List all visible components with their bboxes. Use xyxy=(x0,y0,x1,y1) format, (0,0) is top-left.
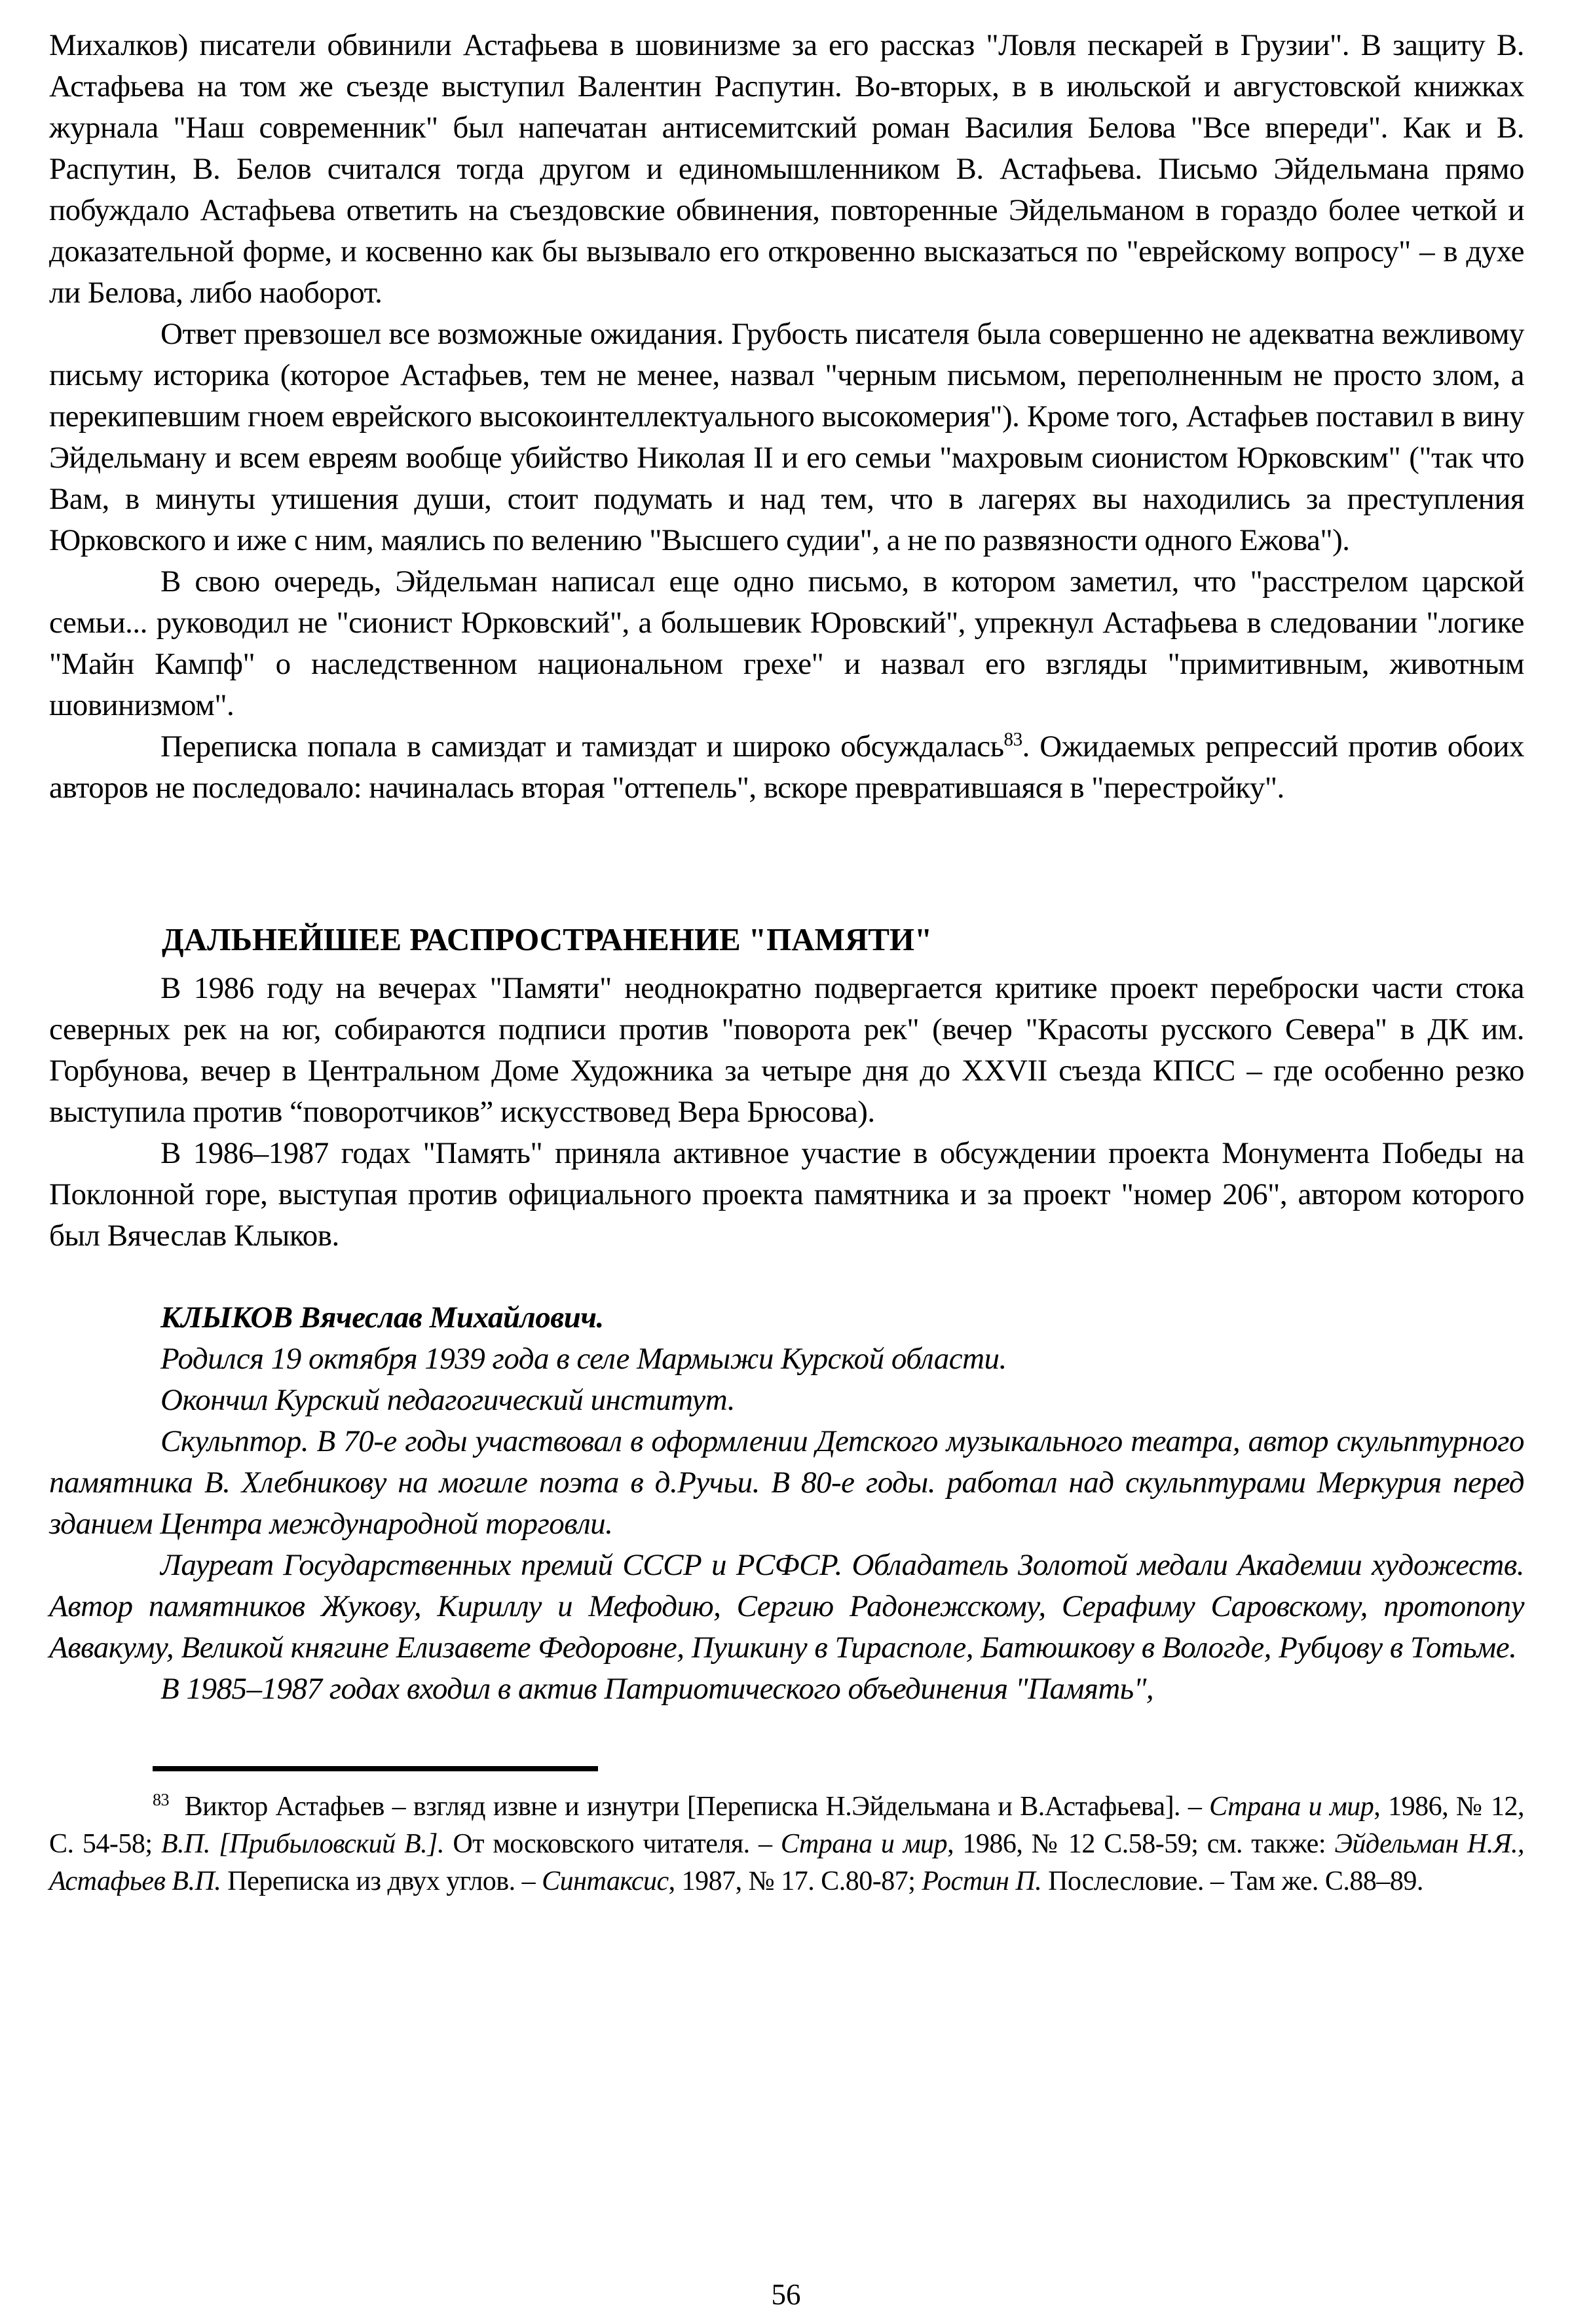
document-body xyxy=(49,25,1524,1900)
text-run: Послесловие. – Там же. С.88–89. xyxy=(1041,1866,1423,1896)
text-run: , 1986, № 12 С.58-59; см. также: xyxy=(947,1829,1335,1859)
text-run: Страна и мир xyxy=(1209,1792,1374,1822)
text-run: От московского читателя. – xyxy=(444,1829,781,1859)
footnote xyxy=(49,1766,1524,1900)
paragraph: Ответ превзошел все возможные ожидания. Грубость писателя была совершенно не адекватна вежливому письму историка (которое Астафьев, тем не менее, назвал "черным письмом, переполненным не просто злом, а перекипевшим гноем еврейского высокоинтеллектуального высокомерия"). Кроме того, Астафьев поставил в вину Эйдельману и всем евреям вообще убийство Николая II и его семьи "махровым сионистом Юрковским" ("так что Вам, в минуты утишения души, стоит подумать и над тем, что в лагерях вы находились за преступления Юрковского и иже с ним, маялись по велению "Высшего судии", а не по развязности одного Ежова"). xyxy=(49,317,1524,557)
paragraph: Михалков) писатели обвинили Астафьева в шовинизме за его рассказ "Ловля пескарей в Грузии". В защиту В. Астафьева на том же съезде выступил Валентин Распутин. Во-вторых, в в июльской и августовской книжках журнала "Наш современник" был напечатан антисемитский роман Василия Белова "Все впереди". Как и В. Распутин, В. Белов считался тогда другом и единомышленником В. Астафьева. Письмо Эйдельмана прямо побуждало Астафьева ответить на съездовские обвинения, повторенные Эйдельманом в гораздо более четкой и доказательной форме, и косвенно как бы вызывало его откровенно высказаться по "еврейскому вопросу" – в духе ли Белова, либо наоборот. xyxy=(49,28,1524,310)
paragraph: В 1986 году на вечерах "Памяти" неоднократно подвергается критике проект переброски части стока северных рек на юг, собираются подписи против "поворота рек" (вечер "Красоты русского Севера" в ДК им. Горбунова, вечер в Центральном Доме Художника за четыре дня до XXVII съезда КПСС – где особенно резко выступила против “поворотчиков” искусствовед Вера Брюсова). xyxy=(49,971,1524,1129)
bio-name: КЛЫКОВ Вячеслав Михайлович. xyxy=(160,1300,604,1335)
text-run: Синтаксис xyxy=(542,1866,669,1896)
bio-paragraph: В 1985–1987 годах входил в актив Патриотического объединения "Память", xyxy=(160,1672,1154,1706)
section-heading: ДАЛЬНЕЙШЕЕ РАСПРОСТРАНЕНИЕ "ПАМЯТИ" xyxy=(162,921,933,957)
bio-paragraph: Окончил Курский педагогический институт. xyxy=(160,1383,736,1417)
paragraph xyxy=(49,726,1524,809)
text-run: Ростин П. xyxy=(922,1866,1042,1896)
text-run: В.П. [Прибыловский В.]. xyxy=(160,1829,444,1859)
bio-paragraph: Родился 19 октября 1939 года в селе Мармыжи Курской области. xyxy=(160,1342,1007,1376)
paragraph: В свою очередь, Эйдельман написал еще одно письмо, в котором заметил, что "расстрелом царской семьи... руководил не "сионист Юрковский", а большевик Юровский", упрекнул Астафьева в следовании "логике "Майн Кампф" о наследственном национальном грехе" и назвал его взгляды "примитивным, животным шовинизмом". xyxy=(49,564,1524,722)
biography-block xyxy=(49,1297,1524,1710)
footnote-separator xyxy=(153,1766,598,1771)
footnote-ref-superscript: 83 xyxy=(1003,729,1022,750)
footnote-ref-superscript: 83 xyxy=(153,1790,170,1809)
text-run: , 1986, № 12, С. 54-58; xyxy=(49,1792,1524,1859)
text-run: Эйдельман Н.Я., Астафьев В.П. xyxy=(49,1829,1524,1896)
text-run: Виктор Астафьев – взгляд извне и изнутри [Переписка Н.Эйдельмана и В.Астафьева]. – xyxy=(169,1792,1210,1822)
bio-paragraph: Скульптор. В 70-е годы участвовал в оформлении Детского музыкального театра, автор скульптурного памятника В. Хлебникову на могиле поэта в д.Ручьи. В 80-е годы. работал над скульптурами Меркурия перед зданием Центра международной торговли. xyxy=(49,1424,1524,1541)
paragraph: В 1986–1987 годах "Память" приняла активное участие в обсуждении проекта Монумента Победы на Поклонной горе, выступая против официального проекта памятника и за проект "номер 206", автором которого был Вячеслав Клыков. xyxy=(49,1136,1524,1253)
text-run: Переписка из двух углов. – xyxy=(221,1866,542,1896)
text-run: Страна и мир xyxy=(780,1829,948,1859)
text-run: . Ожидаемых репрессий против обоих авторов не последовало: начиналась вторая "оттепель", вскоре превратившаяся в "перестройку". xyxy=(49,729,1524,805)
text-run: , 1987, № 17. С.80-87; xyxy=(668,1866,922,1896)
footnote-text xyxy=(49,1788,1524,1900)
text-run: Переписка попала в самиздат и тамиздат и широко обсуждалась xyxy=(160,729,1004,764)
page-number: 56 xyxy=(771,2278,801,2311)
bio-paragraph: Лауреат Государственных премий СССР и РСФСР. Обладатель Золотой медали Академии художеств. Автор памятников Жукову, Кириллу и Мефодию, Сергию Радонежскому, Серафиму Саровскому, протопопу Аввакуму, Великой княгине Елизавете Федоровне, Пушкину в Тирасполе, Батюшкову в Вологде, Рубцову в Тотьме. xyxy=(49,1548,1524,1665)
